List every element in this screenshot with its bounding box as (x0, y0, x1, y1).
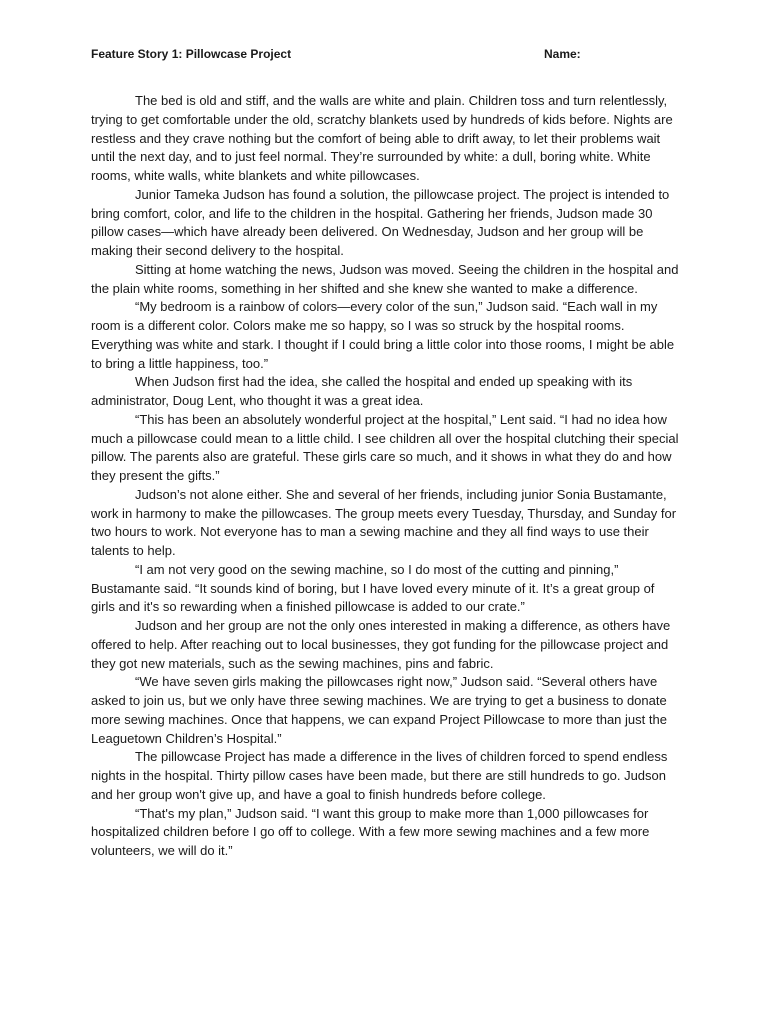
document-header (91, 44, 691, 64)
story-paragraph: Sitting at home watching the news, Judson was moved. Seeing the children in the hospital and the plain white rooms, something in her shifted and she knew she wanted to make a difference. (91, 261, 679, 296)
story-paragraph: The bed is old and stiff, and the walls are white and plain. Children toss and turn relentlessly, trying to get comfortable under the old, scratchy blankets used by hundreds of kids before. Nights are restless and they crave nothing but the comfort of being able to drift away, to let their problems wait until the next day, and to just feel normal. They’re surrounded by white: a dull, boring white. White rooms, white walls, white blankets and white pillowcases. (91, 93, 673, 183)
story-paragraph: Junior Tameka Judson has found a solution, the pillowcase project. The project is intended to bring comfort, color, and life to the children in the hospital. Gathering her friends, Judson made 30 pillow cases—which have already been delivered. On Wednesday, Judson and her group will be making their second delivery to the hospital. (91, 186, 670, 258)
story-paragraph: “This has been an absolutely wonderful project at the hospital,” Lent said. “I had no idea how much a pillowcase could mean to a little child. I see children all over the hospital clutching their special pillow. The parents also are grateful. These girls care so much, and it shows in what they do and how they present the gifts.” (91, 411, 679, 483)
story-paragraph: “That's my plan,” Judson said. “I want this group to make more than 1,000 pillowcases for hospitalized children before I go off to college. With a few more sewing machines and a few more volunteers, we will do it.” (91, 805, 650, 858)
story-paragraph: The pillowcase Project has made a difference in the lives of children forced to spend endless nights in the hospital. Thirty pillow cases have been made, but there are still hundreds to go. Judson and her group won't give up, and have a goal to finish hundreds before college. (91, 749, 668, 802)
story-paragraph: “We have seven girls making the pillowcases right now,” Judson said. “Several others have asked to join us, but we only have three sewing machines. We are trying to get a business to donate more sewing machines. Once that happens, we can expand Project Pillowcase to more than just the Leaguetown Children’s Hospital.” (91, 674, 667, 746)
story-paragraph: “I am not very good on the sewing machine, so I do most of the cutting and pinning,” Bustamante said. “It sounds kind of boring, but I have loved every minute of it. It’s a great group of girls and it's so rewarding when a finished pillowcase is added to our crate.” (91, 561, 655, 615)
story-paragraph: Judson and her group are not the only ones interested in making a difference, as others have offered to help. After reaching out to local businesses, they got funding for the pillowcase project and they got new materials, such as the sewing machines, pins and fabric. (91, 618, 671, 671)
story-title: Feature Story 1: Pillowcase Project (91, 47, 292, 61)
story-paragraph: When Judson first had the idea, she called the hospital and ended up speaking with its administrator, Doug Lent, who thought it was a great idea. (91, 374, 633, 408)
name-label: Name: (544, 47, 581, 61)
story-paragraph: “My bedroom is a rainbow of colors—every color of the sun,” Judson said. “Each wall in my room is a different color. Colors make me so happy, so I was so struck by the hospital rooms. Everything was white and stark. I thought if I could bring a little color into those rooms, I might be able to bring a little happiness, too.” (91, 299, 675, 371)
story-paragraph: Judson’s not alone either. She and several of her friends, including junior Sonia Bustamante, work in harmony to make the pillowcases. The group meets every Tuesday, Thursday, and Sunday for two hours to work. Not everyone has to man a sewing machine and they all find ways to use their talents to help. (91, 486, 677, 558)
story-body (91, 92, 681, 861)
